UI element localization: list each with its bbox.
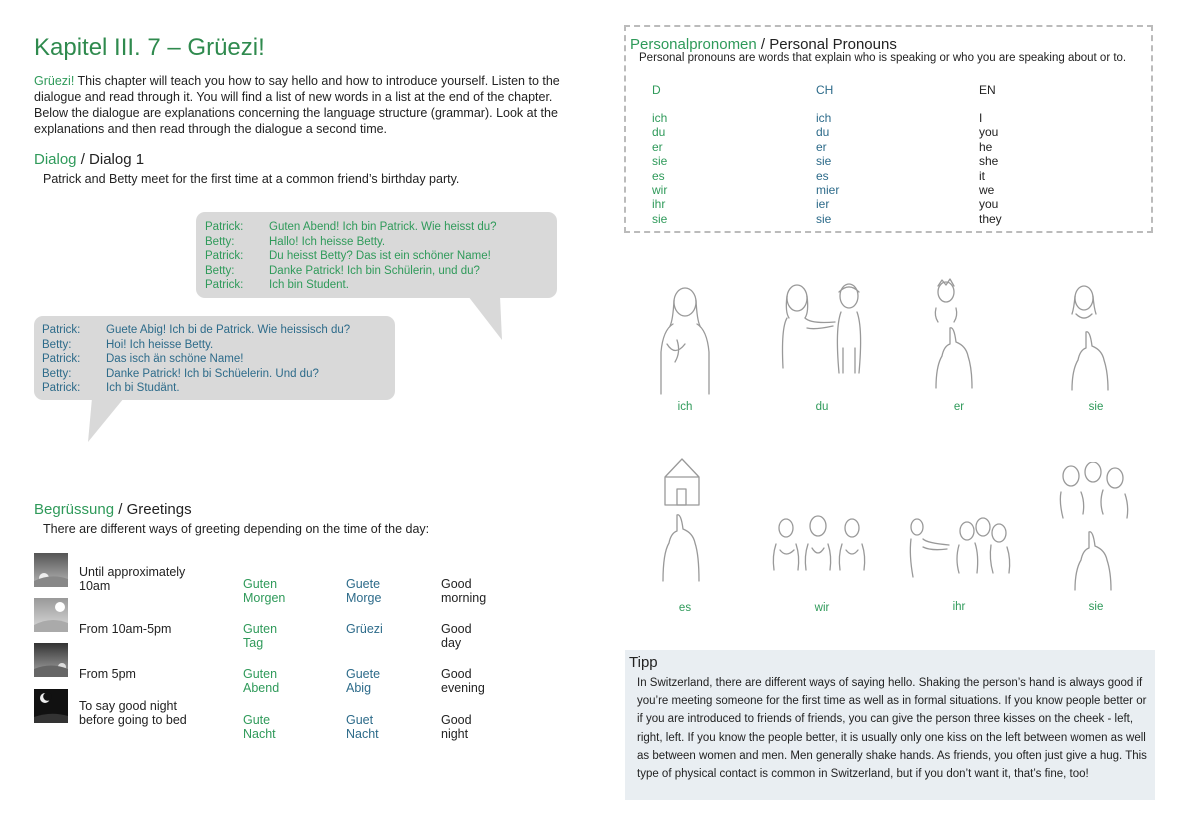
pronoun-en: you bbox=[979, 125, 999, 140]
dialog-text: Ich bi Studänt. bbox=[106, 382, 180, 394]
day-icon bbox=[34, 598, 68, 632]
pronouns-column-ch bbox=[816, 111, 839, 226]
pronoun-ch: er bbox=[816, 139, 827, 154]
dialog-heading bbox=[34, 151, 144, 168]
dialog-speaker: Patrick: bbox=[42, 353, 81, 365]
pronoun-d: ihr bbox=[652, 197, 666, 212]
intro-paragraph bbox=[34, 73, 564, 137]
figure-sie-plural-illustration bbox=[1055, 462, 1140, 594]
pronoun-ch: ier bbox=[816, 197, 830, 212]
pronoun-en: she bbox=[979, 154, 999, 169]
pronoun-d: sie bbox=[652, 211, 668, 226]
figure-label-sie: sie bbox=[1088, 401, 1104, 413]
dialog-heading-de: Dialog bbox=[34, 151, 77, 168]
pronoun-ch: es bbox=[816, 168, 829, 183]
greeting-de: Guten Abend bbox=[243, 667, 280, 695]
figure-label-ich: ich bbox=[677, 401, 693, 413]
bubble-tail-swiss bbox=[84, 398, 134, 444]
dialog-bubble-swiss bbox=[34, 316, 395, 400]
pronoun-d: er bbox=[652, 139, 663, 154]
pronoun-ch: mier bbox=[816, 183, 840, 198]
greeting-ch: Guete Morge bbox=[346, 577, 382, 605]
dialog-line bbox=[42, 323, 350, 338]
greeting-time: From 10am-5pm bbox=[79, 622, 172, 636]
dialog-speaker: Patrick: bbox=[205, 279, 244, 291]
pronouns-heading-en: / Personal Pronouns bbox=[756, 36, 897, 53]
figure-er-illustration bbox=[920, 276, 1000, 398]
greeting-en: Good night bbox=[441, 713, 472, 741]
figure-sie-illustration bbox=[1058, 278, 1138, 398]
pronoun-d: es bbox=[652, 168, 665, 183]
tipp-box bbox=[625, 650, 1155, 800]
dialog-line bbox=[42, 338, 350, 353]
pronoun-d: wir bbox=[652, 183, 668, 198]
dialog-heading-en: / Dialog 1 bbox=[76, 151, 145, 168]
dialog-line bbox=[205, 220, 497, 235]
dialog-text: Du heisst Betty? Das ist ein schöner Name! bbox=[269, 250, 491, 262]
dialog-text: Das isch än schöne Name! bbox=[106, 353, 244, 365]
figure-label-ihr: ihr bbox=[952, 601, 966, 613]
dialog-bubble-german bbox=[196, 212, 557, 298]
pronoun-ch: du bbox=[816, 125, 830, 140]
pronoun-ch: ich bbox=[816, 111, 832, 125]
dialog-text: Hallo! Ich heisse Betty. bbox=[269, 235, 386, 248]
figure-es-illustration bbox=[655, 455, 725, 593]
pronoun-en: it bbox=[979, 168, 985, 183]
intro-text: This chapter will teach you how to say hello and how to introduce yourself. Listen to the dialogue and read through it. You will find a list of new words in a list at the end of the chapter. Below the dialogue are explanations concerning the language structure (grammar). Look at the explanations and then read through the dialogue a second time. bbox=[34, 74, 560, 136]
dialog-subtitle: Patrick and Betty meet for the first time at a common friend’s birthday party. bbox=[43, 172, 460, 186]
greeting-ch: Grüezi bbox=[346, 622, 383, 636]
dialog-text: Danke Patrick! Ich bi Schüelerin. Und du? bbox=[106, 367, 319, 380]
dialog-speaker: Patrick: bbox=[42, 324, 81, 336]
dialog-line bbox=[42, 367, 350, 382]
dialog-line bbox=[205, 249, 497, 264]
dialog-speaker: Betty: bbox=[42, 367, 72, 380]
greeting-de: Guten Tag bbox=[243, 622, 278, 650]
dialog-speaker: Patrick: bbox=[205, 221, 244, 233]
moon-icon bbox=[34, 689, 68, 723]
pronouns-column-en bbox=[979, 111, 1002, 226]
greeting-ch: Guete Abig bbox=[346, 667, 381, 695]
dialog-line bbox=[205, 235, 497, 250]
header-en: EN bbox=[979, 83, 996, 97]
dialog-speaker: Patrick: bbox=[205, 250, 244, 262]
figure-label-er: er bbox=[953, 401, 965, 413]
pronoun-en: you bbox=[979, 197, 999, 212]
greeting-time: Until approximately 10am bbox=[79, 565, 186, 593]
dialog-text: Guten Abend! Ich bin Patrick. Wie heisst du? bbox=[269, 221, 497, 233]
tipp-heading: Tipp bbox=[629, 654, 658, 671]
greeting-en: Good day bbox=[441, 622, 472, 650]
figure-label-du: du bbox=[815, 401, 829, 413]
dialog-text: Hoi! Ich heisse Betty. bbox=[106, 338, 214, 351]
pronouns-heading bbox=[630, 36, 897, 53]
pronouns-column-d bbox=[652, 111, 667, 226]
dialog-text: Ich bin Student. bbox=[269, 279, 349, 291]
header-ch: CH bbox=[816, 83, 834, 97]
bubble-tail-german bbox=[460, 296, 510, 342]
pronouns-heading-de: Personalpronomen bbox=[630, 36, 757, 53]
greeting-time: From 5pm bbox=[79, 667, 136, 681]
greeting-en: Good evening bbox=[441, 667, 485, 695]
dialog-speaker: Betty: bbox=[205, 235, 235, 248]
pronoun-en: we bbox=[979, 183, 995, 198]
pronouns-box bbox=[624, 25, 1153, 233]
pronoun-d: sie bbox=[652, 154, 668, 169]
greeting-de: Guten Morgen bbox=[243, 577, 286, 605]
pronoun-d: ich bbox=[652, 111, 668, 125]
pronoun-d: du bbox=[652, 125, 666, 140]
figure-du-illustration bbox=[775, 278, 870, 398]
dialog-line bbox=[205, 278, 497, 293]
greeting-ch: Guet Nacht bbox=[346, 713, 379, 741]
figure-ich-illustration bbox=[645, 282, 725, 397]
figure-wir-illustration bbox=[768, 510, 878, 595]
greeting-de: Gute Nacht bbox=[243, 713, 276, 741]
pronoun-en: they bbox=[979, 211, 1002, 226]
tipp-text: In Switzerland, there are different ways of saying hello. Shaking the person’s hand is always good if you’re meeting someone for the first time as well as in formal situations. If you know people better or if you are introduced to friends of friends, you can give the person three kisses on the cheek - left, right, left. If you know the people better, it is usually only one kiss on the left between women as well as between women and men. Men generally shake hands. As friends, you often just give a hug. This type of physical contact is common in Switzerland, but if you don’t want it, that’s fine, too! bbox=[637, 677, 1147, 781]
greeting-time: To say good night before going to bed bbox=[79, 699, 187, 727]
figure-ihr-illustration bbox=[905, 515, 1015, 595]
pronoun-ch: sie bbox=[816, 154, 832, 169]
figure-label-sie-plural: sie bbox=[1088, 601, 1104, 613]
greetings-heading-de: Begrüssung bbox=[34, 501, 115, 518]
dialog-line bbox=[205, 264, 497, 279]
figure-label-wir: wir bbox=[814, 602, 830, 614]
header-d: D bbox=[652, 83, 661, 97]
dialog-text: Guete Abig! Ich bi de Patrick. Wie heissisch du? bbox=[106, 324, 351, 336]
intro-highlight: Grüezi! bbox=[34, 74, 75, 88]
greetings-heading bbox=[34, 501, 192, 518]
dialog-line bbox=[42, 381, 350, 396]
dialog-speaker: Betty: bbox=[205, 264, 235, 277]
dialog-line bbox=[42, 352, 350, 367]
pronoun-en: he bbox=[979, 139, 993, 154]
evening-icon bbox=[34, 643, 68, 677]
dialog-speaker: Betty: bbox=[42, 338, 72, 351]
dialog-text: Danke Patrick! Ich bin Schülerin, und du? bbox=[269, 264, 480, 277]
greeting-en: Good morning bbox=[441, 577, 487, 605]
dialog-speaker: Patrick: bbox=[42, 382, 81, 394]
pronouns-subtitle: Personal pronouns are words that explain who is speaking or who you are speaking about or to. bbox=[639, 52, 1127, 64]
figure-label-es: es bbox=[678, 602, 692, 614]
greetings-subtitle: There are different ways of greeting depending on the time of the day: bbox=[43, 522, 430, 536]
page-title: Kapitel III. 7 – Grüezi! bbox=[34, 34, 265, 61]
greetings-heading-en: / Greetings bbox=[114, 501, 192, 518]
sunrise-icon bbox=[34, 553, 68, 587]
pronoun-en: I bbox=[979, 111, 983, 125]
pronoun-ch: sie bbox=[816, 211, 832, 226]
